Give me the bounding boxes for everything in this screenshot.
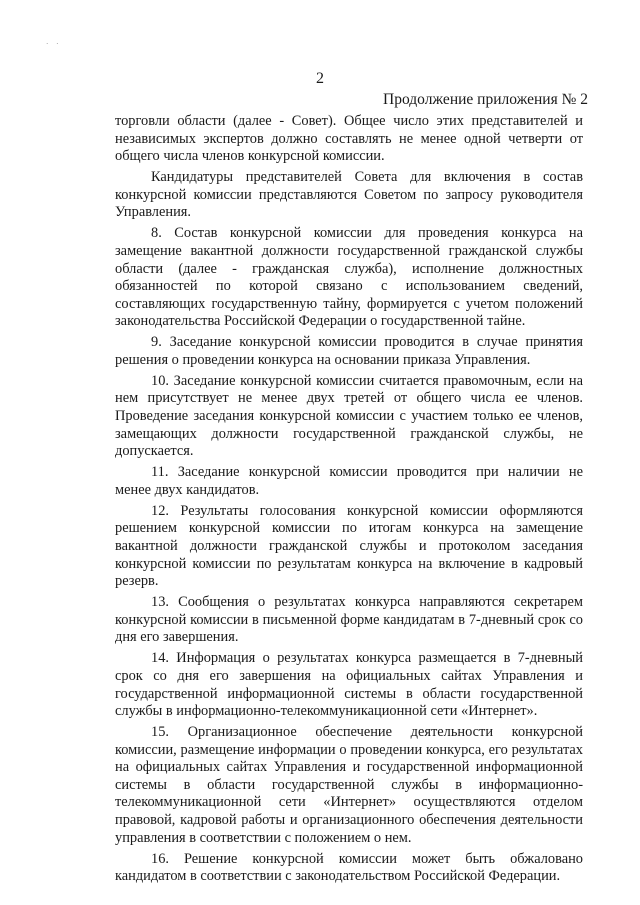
document-body bbox=[115, 113, 583, 889]
paragraph-15: 15. Организационное обеспечение деятельности конкурсной комиссии, размещение информации о проведении конкурса, его результатах на официальных сайтах Управления и государственной информационной системы в области государственной службы в информационно-телекоммуникационной сети «Интернет» осуществляются отделом правовой, кадровой работы и организационного обеспечения деятельности управления в соответствии с положением о нем. bbox=[115, 724, 583, 846]
paragraph-10: 10. Заседание конкурсной комиссии считается правомочным, если на нем присутствует не менее двух третей от общего числа ее членов. Проведение заседания конкурсной комиссии с участием только ее членов, замещающих должности государственной гражданской службы, не допускается. bbox=[115, 372, 583, 460]
paragraph-11: 11. Заседание конкурсной комиссии проводится при наличии не менее двух кандидатов. bbox=[115, 464, 583, 498]
page-number: 2 bbox=[316, 70, 324, 87]
paragraph-13: 13. Сообщения о результатах конкурса направляются секретарем конкурсной комиссии в письменной форме кандидатам в 7-дневный срок со дня его завершения. bbox=[115, 594, 583, 646]
paragraph-8: 8. Состав конкурсной комиссии для проведения конкурса на замещение вакантной должности государственной гражданской службы области (далее - гражданская служба), исполнение должностных обязанностей по которой связано с использованием сведений, составляющих государственную тайну, формируется с учетом положений законодательства Российской Федерации о государственной тайне. bbox=[115, 225, 583, 330]
paragraph-14: 14. Информация о результатах конкурса размещается в 7-дневный срок со дня его завершения на официальных сайтах Управления и государственной информационной системы в области государственной службы в информационно-телекоммуникационной сети «Интернет». bbox=[115, 650, 583, 720]
paragraph-16: 16. Решение конкурсной комиссии может быть обжаловано кандидатом в соответствии с законодательством Российской Федерации. bbox=[115, 850, 583, 885]
paragraph-continued: торговли области (далее - Совет). Общее число этих представителей и независимых экспертов должно составлять не менее одной четверти от общего числа членов конкурсной комиссии. bbox=[115, 113, 583, 165]
paragraph-council-candidates: Кандидатуры представителей Совета для включения в состав конкурсной комиссии представляются Советом по запросу руководителя Управления. bbox=[115, 169, 583, 221]
paragraph-9: 9. Заседание конкурсной комиссии проводится в случае принятия решения о проведении конкурса на основании приказа Управления. bbox=[115, 334, 583, 368]
scan-speck: · · bbox=[46, 40, 62, 48]
appendix-continuation-heading: Продолжение приложения № 2 bbox=[383, 91, 588, 108]
paragraph-12: 12. Результаты голосования конкурсной комиссии оформляются решением конкурсной комиссии по итогам конкурса на замещение вакантной должности гражданской службы и протоколом заседания конкурсной комиссии по результатам конкурса на включение в кадровый резерв. bbox=[115, 502, 583, 590]
